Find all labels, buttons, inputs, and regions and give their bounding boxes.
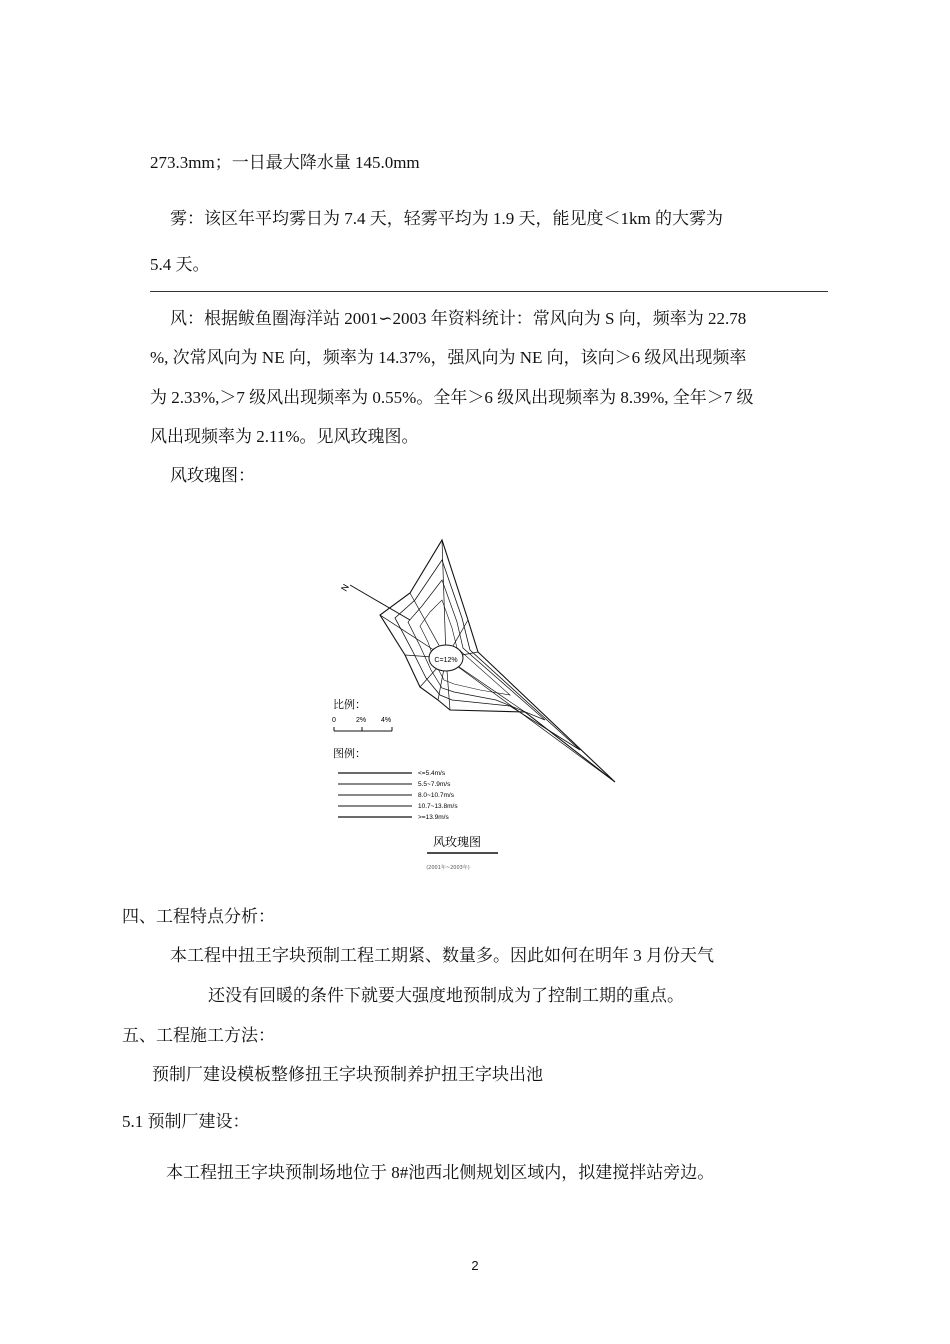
- legend-item: <=5.4m/s: [418, 770, 446, 777]
- paragraph-wind-line2: %, 次常风向为 NE 向，频率为 14.37%，强风向为 NE 向，该向＞6 级风出现频率: [150, 348, 747, 367]
- legend-title: 图例：: [333, 747, 366, 760]
- section4-line1: 本工程中扭王字块预制工程工期紧、数量多。因此如何在明年 3 月份天气: [170, 946, 714, 965]
- scale-bar: [334, 727, 392, 731]
- scale-tick-4: 4%: [381, 717, 392, 724]
- paragraph-wind-line1: 风：根据鲅鱼圈海洋站 2001∽2003 年资料统计：常风向为 S 向，频率为 22.78: [170, 309, 747, 328]
- figure-subtitle: (2001年~2003年): [426, 865, 470, 871]
- scale-tick-0: 0: [332, 717, 336, 724]
- scale-tick-2: 2%: [356, 717, 367, 724]
- legend-item: 5.5~7.9m/s: [418, 781, 451, 788]
- section51-text: 本工程扭王字块预制场地位于 8#池西北侧规划区域内，拟建搅拌站旁边。: [166, 1163, 715, 1182]
- legend: [338, 770, 458, 821]
- paragraph-wind-line3: 为 2.33%,＞7 级风出现频率为 0.55%。全年＞6 级风出现频率为 8.39%, 全年＞7 级: [150, 388, 754, 407]
- legend-item: >=13.9m/s: [418, 814, 449, 821]
- wind-rose-outline: [380, 540, 615, 782]
- paragraph-fog-line2: 5.4 天。: [150, 255, 210, 274]
- section4-line2: 还没有回暖的条件下就要大强度地预制成为了控制工期的重点。: [208, 986, 684, 1005]
- legend-item: 10.7~13.8m/s: [418, 803, 458, 810]
- paragraph-fog-line1: 雾：该区年平均雾日为 7.4 天，轻雾平均为 1.9 天，能见度＜1km 的大雾为: [170, 209, 723, 228]
- rose-caption: 风玫瑰图：: [170, 466, 255, 485]
- paragraph-rain-tail: 273.3mm；一日最大降水量 145.0mm: [150, 153, 420, 172]
- section5-title: 五、工程施工方法：: [122, 1026, 275, 1045]
- section51-title: 5.1 预制厂建设：: [122, 1112, 250, 1131]
- paragraph-wind-line4: 风出现频率为 2.11%。见风玫瑰图。: [150, 427, 419, 446]
- figure-title: 风玫瑰图: [433, 835, 482, 849]
- page-number: 2: [471, 1258, 479, 1273]
- north-label: N: [339, 582, 351, 593]
- wind-rose-figure: [320, 535, 630, 875]
- legend-item: 8.0~10.7m/s: [418, 792, 454, 799]
- scale-title: 比例：: [333, 698, 366, 711]
- calm-label: C=12%: [434, 657, 458, 664]
- section5-flow: 预制厂建设模板整修扭王字块预制养护扭王字块出池: [152, 1065, 543, 1084]
- header-rule: [150, 291, 828, 292]
- section4-title: 四、工程特点分析：: [122, 907, 275, 926]
